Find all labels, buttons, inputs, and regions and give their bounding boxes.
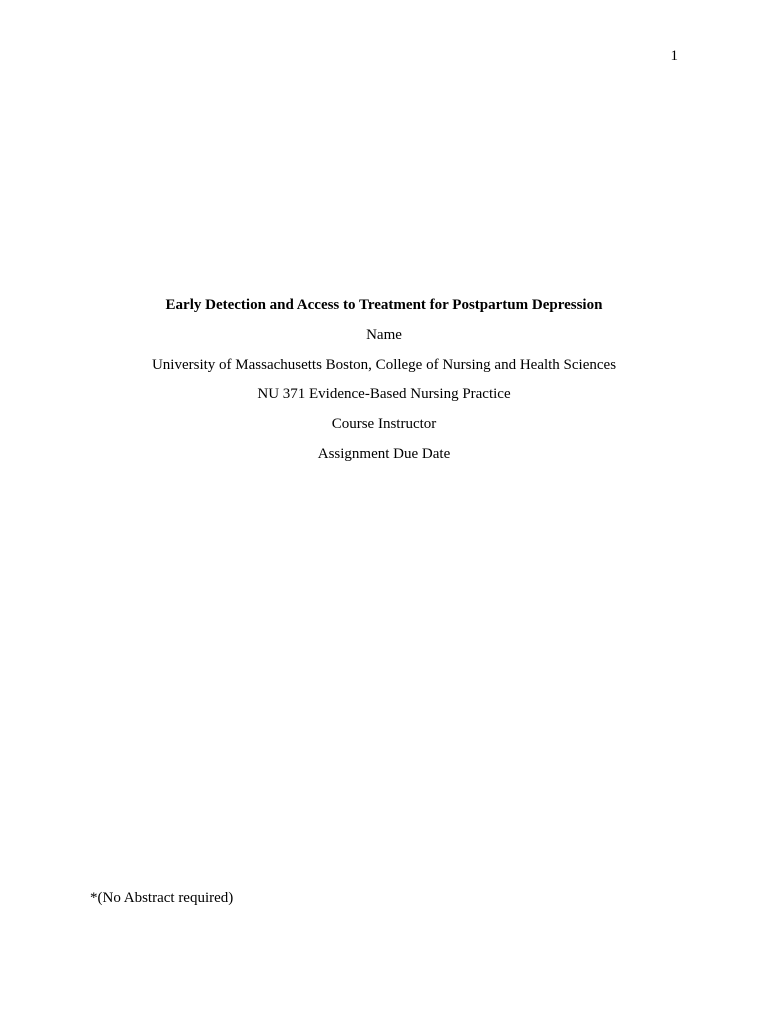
course-instructor: Course Instructor [331, 416, 437, 433]
page-number: 1 [670, 48, 678, 64]
abstract-note: *(No Abstract required) [90, 890, 234, 906]
course-name: NU 371 Evidence-Based Nursing Practice [257, 386, 511, 403]
paper-title: Early Detection and Access to Treatment for Postpartum Depression [165, 297, 603, 313]
institutional-affiliation: University of Massachusetts Boston, College of Nursing and Health Sciences [151, 356, 617, 373]
title-block [0, 294, 768, 473]
author-name: Name [366, 326, 402, 343]
assignment-due-date: Assignment Due Date [317, 445, 451, 462]
